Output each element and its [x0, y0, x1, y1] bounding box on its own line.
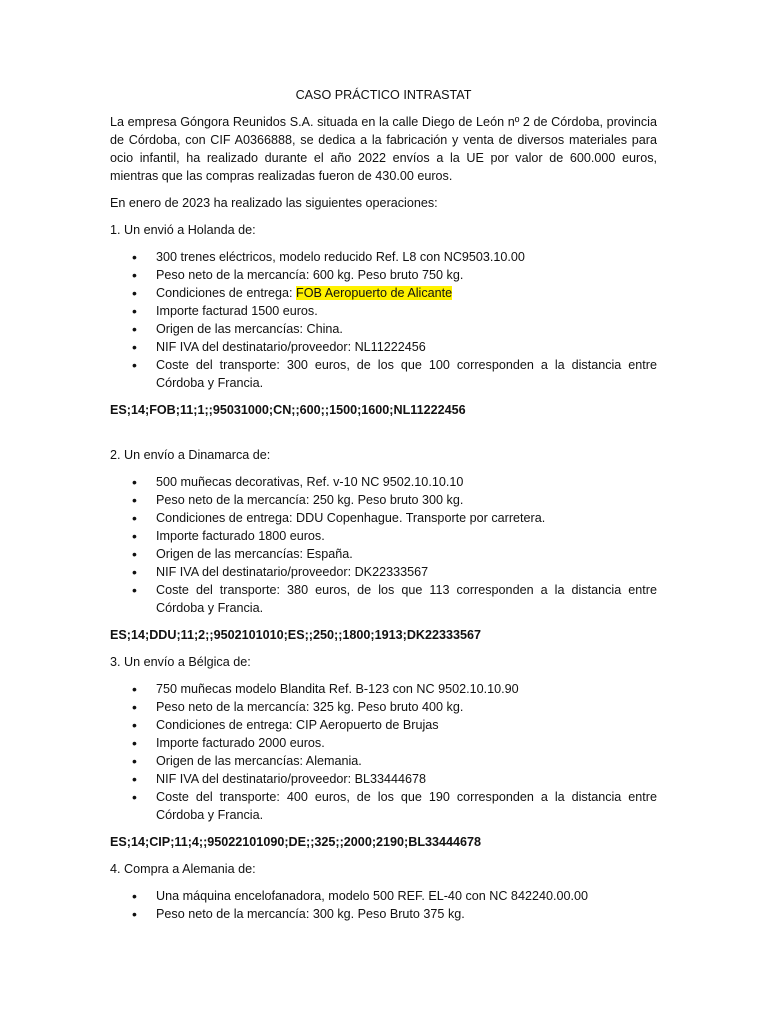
list-item: • Peso neto de la mercancía: 600 kg. Peso bruto 750 kg.	[132, 267, 464, 283]
bullet-icon: •	[132, 906, 137, 922]
bullet-icon: •	[132, 303, 137, 319]
document-page	[110, 86, 657, 932]
section-1-heading: 1. Un envió a Holanda de:	[110, 223, 256, 237]
operations-intro: En enero de 2023 ha realizado las siguientes operaciones:	[110, 196, 438, 210]
bullet-icon: •	[132, 771, 137, 787]
bullet-icon: •	[132, 717, 137, 733]
list-item: • Peso neto de la mercancía: 300 kg. Peso Bruto 375 kg.	[132, 906, 465, 922]
list-item: • Importe facturado 2000 euros.	[132, 735, 325, 751]
bullet-icon: •	[132, 357, 137, 373]
section-3-heading: 3. Un envío a Bélgica de:	[110, 655, 251, 669]
bullet-icon: •	[132, 735, 137, 751]
bullet-icon: •	[132, 564, 137, 580]
section-3-code: ES;14;CIP;11;4;;95022101090;DE;;325;;2000;2190;BL33444678	[110, 835, 482, 849]
bullet-icon: •	[132, 546, 137, 562]
bullet-icon: •	[132, 474, 137, 490]
highlighted-text: FOB Aeropuerto de Alicante	[296, 286, 453, 300]
bullet-icon: •	[132, 681, 137, 697]
list-item: • Origen de las mercancías: Alemania.	[132, 753, 362, 769]
list-item: • 500 muñecas decorativas, Ref. v-10 NC 9502.10.10.10	[132, 474, 464, 490]
section-1-code: ES;14;FOB;11;1;;95031000;CN;;600;;1500;1600;NL11222456	[110, 403, 466, 417]
list-item: • Coste del transporte: 380 euros, de los que 113 corresponden a la distancia entre Córdoba y Francia.	[132, 582, 657, 615]
section-4-heading: 4. Compra a Alemania de:	[110, 862, 256, 876]
list-item: • Origen de las mercancías: China.	[132, 321, 343, 337]
list-item: • Coste del transporte: 300 euros, de los que 100 corresponden a la distancia entre Córdoba y Francia.	[132, 357, 657, 390]
section-2-heading: 2. Un envío a Dinamarca de:	[110, 448, 271, 462]
list-item: • NIF IVA del destinatario/proveedor: NL11222456	[132, 339, 426, 355]
intro-paragraph: La empresa Góngora Reunidos S.A. situada en la calle Diego de León nº 2 de Córdoba, provincia de Córdoba, con CIF A0366888, se dedica a la fabricación y venta de diversos materiales para ocio infantil, ha realizado durante el año 2022 envíos a la UE por valor de 600.000 euros, mientras que las compras realizadas fueron de 430.00 euros.	[110, 115, 657, 183]
bullet-icon: •	[132, 267, 137, 283]
bullet-icon: •	[132, 510, 137, 526]
list-item: • Peso neto de la mercancía: 250 kg. Peso bruto 300 kg.	[132, 492, 464, 508]
list-item: • Importe facturado 1800 euros.	[132, 528, 325, 544]
bullet-icon: •	[132, 339, 137, 355]
bullet-icon: •	[132, 249, 137, 265]
list-item: • 300 trenes eléctricos, modelo reducido Ref. L8 con NC9503.10.00	[132, 249, 525, 265]
list-item: • Condiciones de entrega: FOB Aeropuerto de Alicante	[132, 285, 453, 301]
list-item: • Importe facturad 1500 euros.	[132, 303, 318, 319]
list-item: • Origen de las mercancías: España.	[132, 546, 353, 562]
list-item: • Condiciones de entrega: DDU Copenhague. Transporte por carretera.	[132, 510, 546, 526]
list-item: • NIF IVA del destinatario/proveedor: BL33444678	[132, 771, 427, 787]
section-4-list	[110, 887, 657, 923]
bullet-icon: •	[132, 753, 137, 769]
section-1-list	[110, 248, 657, 392]
list-item: • Peso neto de la mercancía: 325 kg. Peso bruto 400 kg.	[132, 699, 464, 715]
bullet-icon: •	[132, 699, 137, 715]
spacer	[110, 428, 657, 446]
bullet-icon: •	[132, 285, 137, 301]
bullet-icon: •	[132, 789, 137, 805]
list-item: • Condiciones de entrega: CIP Aeropuerto de Brujas	[132, 717, 439, 733]
bullet-icon: •	[132, 492, 137, 508]
bullet-icon: •	[132, 528, 137, 544]
bullet-icon: •	[132, 321, 137, 337]
list-item: • Una máquina encelofanadora, modelo 500 REF. EL-40 con NC 842240.00.00	[132, 888, 588, 904]
bullet-icon: •	[132, 888, 137, 904]
section-2-list	[110, 473, 657, 617]
section-2-code: ES;14;DDU;11;2;;9502101010;ES;;250;;1800;1913;DK22333567	[110, 628, 482, 642]
document-title: CASO PRÁCTICO INTRASTAT	[295, 88, 472, 102]
list-item: • 750 muñecas modelo Blandita Ref. B-123 con NC 9502.10.10.90	[132, 681, 519, 697]
section-3-list	[110, 680, 657, 824]
bullet-icon: •	[132, 582, 137, 598]
list-item: • Coste del transporte: 400 euros, de los que 190 corresponden a la distancia entre Córdoba y Francia.	[132, 789, 657, 822]
list-item: • NIF IVA del destinatario/proveedor: DK22333567	[132, 564, 429, 580]
